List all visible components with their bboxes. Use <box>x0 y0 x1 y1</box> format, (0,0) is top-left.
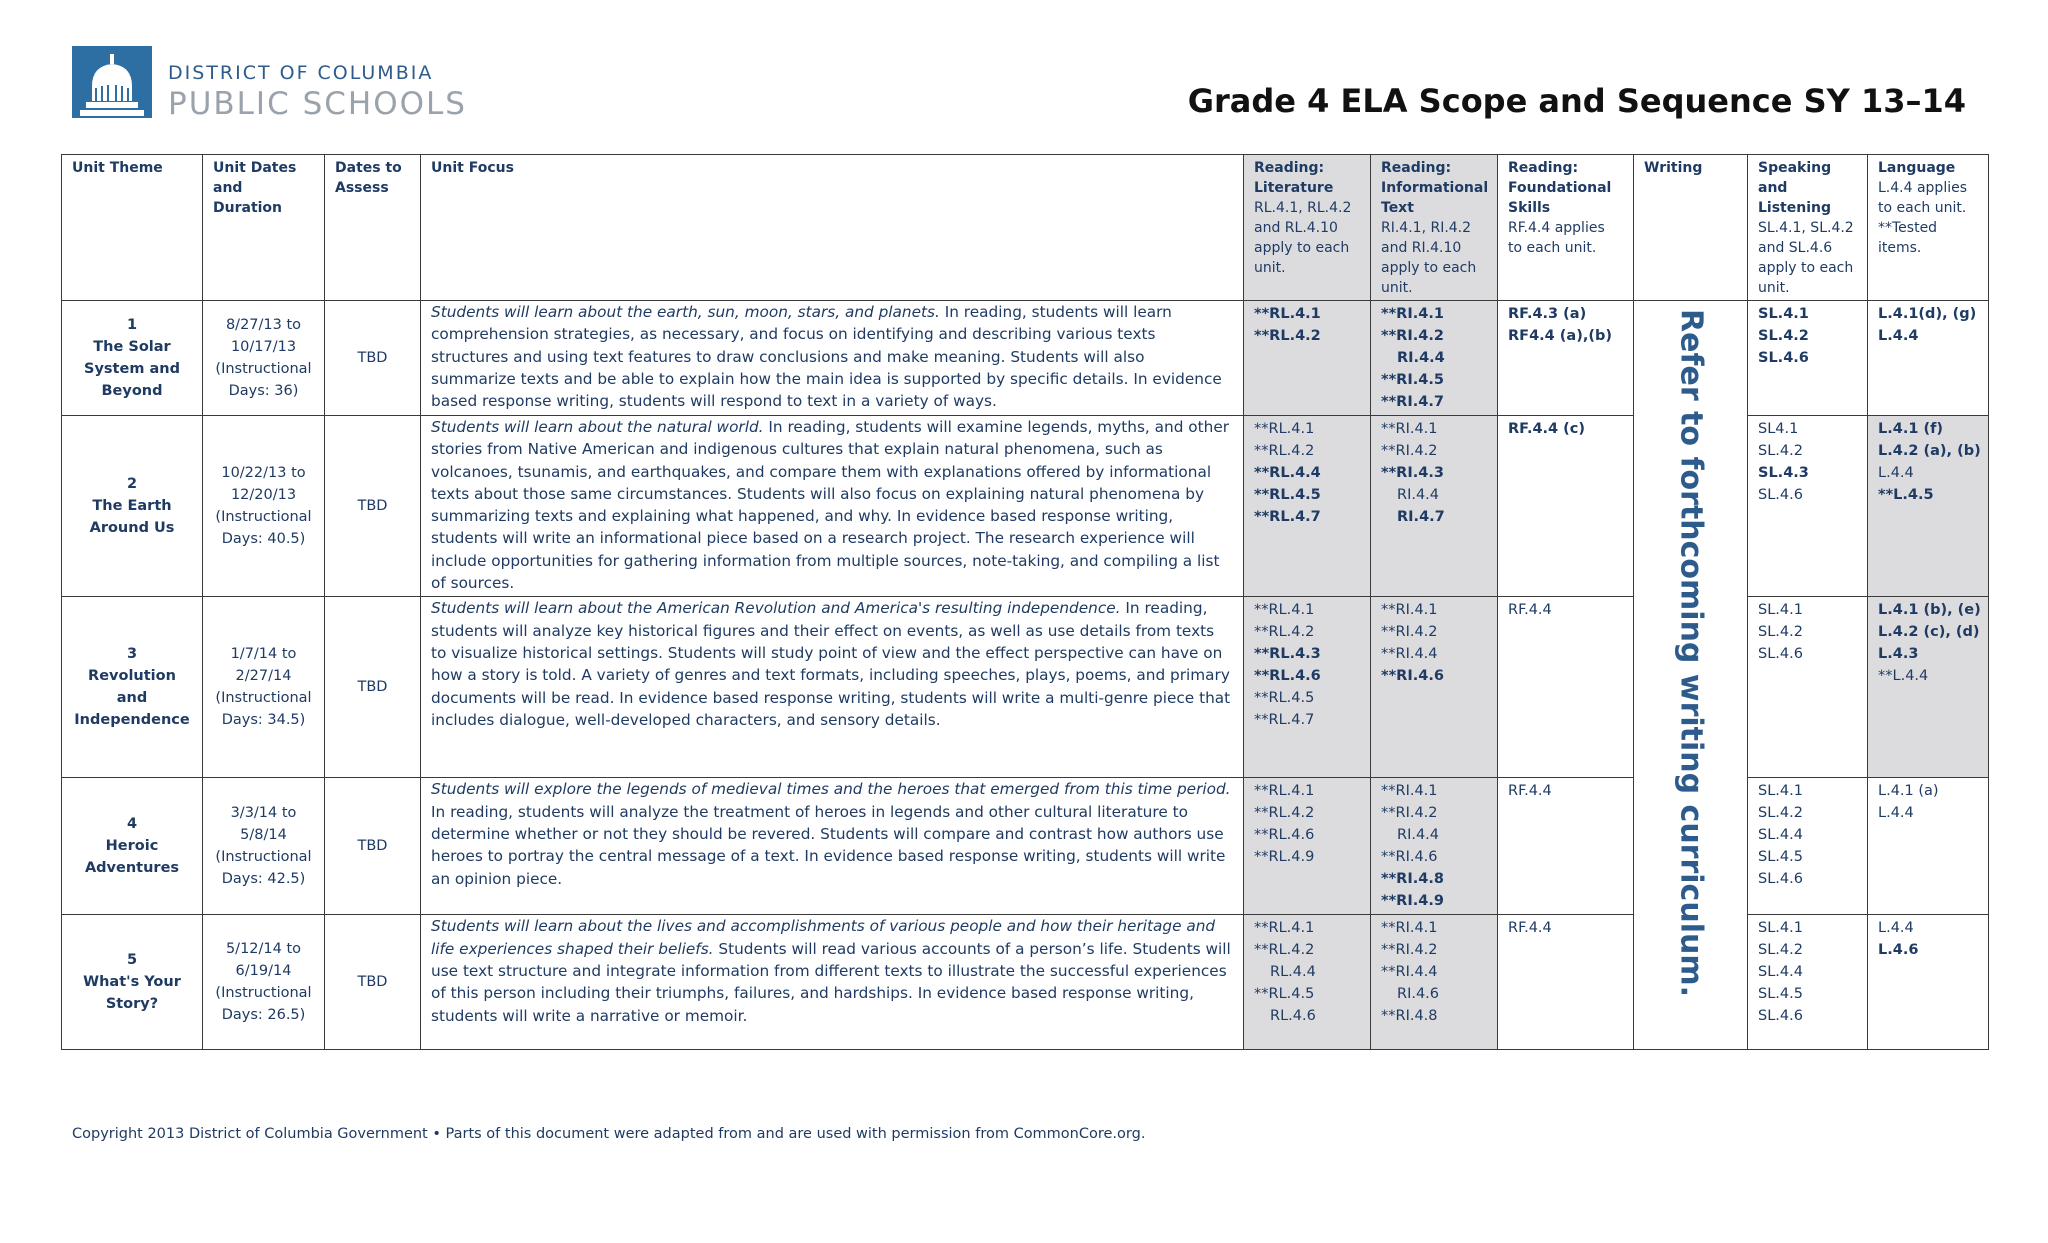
unit-focus-lead: Students will learn about the lives and accomplishments of various people and how their heritage and life experiences shaped their beliefs. <box>431 917 1216 958</box>
header-language-note: L.4.4 applies to each unit. **Tested items. <box>1878 180 1968 256</box>
capitol-dome-icon <box>72 46 152 118</box>
standard-code: **L.4.5 <box>1878 487 1934 503</box>
speaking-listening-standards <box>1748 301 1868 416</box>
header-reading-literature <box>1244 155 1371 301</box>
standard-code: L.4.1 (a) <box>1878 783 1939 800</box>
standard-code: **RI.4.7 <box>1381 394 1444 410</box>
standard-code: **RI.4.4 <box>1381 646 1438 663</box>
dates-to-assess: TBD <box>325 915 421 1050</box>
header-reading-informational-note: RI.4.1, RI.4.2 and RI.4.10 apply to each unit. <box>1381 220 1477 296</box>
header-unit-theme: Unit Theme <box>62 155 203 301</box>
header-reading-foundational-title: Reading: Foundational Skills <box>1508 160 1612 216</box>
unit-focus-body: In reading, students will learn comprehension strategies, as necessary, and focus on identifying and describing various texts structures and using text features to draw conclusions and make meaning. Students will also summarize texts and be able to explain how the main idea is supported by specific details. In evidence based response writing, students will respond to text in a variety of ways. <box>431 303 1222 411</box>
unit-theme-cell <box>62 416 203 597</box>
unit-dates: 3/3/14 to 5/8/14 (Instructional Days: 42.5) <box>203 778 325 915</box>
table-header-row <box>62 155 1989 301</box>
unit-focus <box>421 915 1244 1050</box>
dates-to-assess: TBD <box>325 778 421 915</box>
reading-foundational-standards <box>1498 778 1634 915</box>
standard-code: **RL.4.3 <box>1254 646 1321 663</box>
unit-focus <box>421 416 1244 597</box>
unit-theme: Revolution and Independence <box>74 668 190 729</box>
standard-code: RL.4.4 <box>1270 964 1316 981</box>
unit-focus-body: In reading, students will analyze key historical figures and their effect on events, as well as use details from texts to visualize historical settings. Students will study point of view and the effect perspective can have on how a story is told. A variety of genres and text formats, including speeches, plays, poems, and primary documents will be read. In evidence based response writing, students will write a multi-genre piece that includes dialogue, well-developed characters, and sensory details. <box>431 599 1231 729</box>
logo-line2: PUBLIC SCHOOLS <box>168 86 467 122</box>
reading-foundational-standards <box>1498 915 1634 1050</box>
standard-code: SL.4.5 <box>1758 986 1803 1003</box>
standard-code: RI.4.6 <box>1397 986 1440 1003</box>
standard-code: L.4.6 <box>1878 942 1919 959</box>
standard-code: L.4.4 <box>1878 805 1914 822</box>
standard-code: **RL.4.2 <box>1254 942 1315 959</box>
standard-code: L.4.4 <box>1878 465 1914 481</box>
standard-code: **RI.4.1 <box>1381 783 1438 800</box>
dcps-logo <box>72 46 492 122</box>
header-speaking-listening <box>1748 155 1868 301</box>
unit-focus <box>421 778 1244 915</box>
standard-code: SL.4.4 <box>1758 964 1803 981</box>
unit-dates: 8/27/13 to 10/17/13 (Instructional Days: 36) <box>203 301 325 416</box>
unit-theme: The Earth Around Us <box>89 498 175 537</box>
standard-code: RF.4.4 <box>1508 602 1552 619</box>
standard-code: **RI.4.6 <box>1381 849 1438 866</box>
scope-sequence-table <box>61 154 1989 1050</box>
unit-number: 3 <box>126 646 138 663</box>
standard-code: **RL.4.4 <box>1254 465 1321 481</box>
speaking-listening-standards <box>1748 778 1868 915</box>
reading-informational-standards <box>1371 597 1498 778</box>
standard-code: SL.4.5 <box>1758 849 1803 866</box>
standard-code: **RL.4.5 <box>1254 690 1315 707</box>
header-language <box>1868 155 1989 301</box>
standard-code: SL.4.6 <box>1758 487 1803 503</box>
unit-focus-lead: Students will learn about the natural world. <box>431 418 764 436</box>
speaking-listening-standards <box>1748 915 1868 1050</box>
language-standards <box>1868 301 1989 416</box>
standard-code: **RL.4.6 <box>1254 668 1321 685</box>
standard-code: **RI.4.2 <box>1381 443 1438 459</box>
standard-code: **RL.4.5 <box>1254 487 1321 503</box>
standard-code: **RL.4.2 <box>1254 443 1315 459</box>
reading-literature-standards <box>1244 778 1371 915</box>
unit-focus-lead: Students will explore the legends of medieval times and the heroes that emerged from this time period. <box>431 780 1231 799</box>
standard-code: RF.4.3 (a) <box>1508 306 1587 322</box>
dates-to-assess: TBD <box>325 416 421 597</box>
logo-line1: DISTRICT OF COLUMBIA <box>168 62 434 84</box>
standard-code: RI.4.4 <box>1397 827 1440 844</box>
header-reading-informational-title: Reading: Informational Text <box>1381 160 1489 216</box>
standard-code: L.4.1 (b), (e) <box>1878 602 1981 619</box>
unit-theme-cell <box>62 915 203 1050</box>
header-speaking-listening-note: SL.4.1, SL.4.2 and SL.4.6 apply to each unit. <box>1758 220 1854 296</box>
table-row <box>62 301 1989 416</box>
standard-code: **RI.4.1 <box>1381 920 1438 937</box>
reading-foundational-standards <box>1498 416 1634 597</box>
standard-code: RI.4.7 <box>1397 509 1445 525</box>
standard-code: SL.4.1 <box>1758 602 1803 619</box>
header-reading-literature-note: RL.4.1, RL.4.2 and RL.4.10 apply to each unit. <box>1254 200 1352 276</box>
page-title: Grade 4 ELA Scope and Sequence SY 13–14 <box>1187 82 1966 120</box>
reading-foundational-standards <box>1498 301 1634 416</box>
speaking-listening-standards <box>1748 416 1868 597</box>
header-reading-foundational-note: RF.4.4 applies to each unit. <box>1508 220 1605 256</box>
header-speaking-listening-title: Speaking and Listening <box>1758 160 1832 216</box>
standard-code: **RL.4.2 <box>1254 328 1321 344</box>
unit-focus-body: In reading, students will examine legends, myths, and other stories from Native American and indigenous cultures that explain natural phenomena, such as volcanoes, tsunamis, and earthquakes, and compare them with explanations offered by informational texts about those same circumstances. Students will also focus on explaining natural phenomena by summarizing texts and explaining what happened, and why. In evidence based response writing, students will write an informational piece based on a research project. The research experience will include opportunities for gathering information from multiple sources, note-taking, and compiling a list of sources. <box>431 418 1230 593</box>
unit-focus-body: In reading, students will analyze the treatment of heroes in legends and other cultural literature to determine whether or not they should be revered. Students will compare and contrast how authors use heroes to portray the central message of a text. In evidence based response writing, students will write an opinion piece. <box>431 802 1226 888</box>
speaking-listening-standards <box>1748 597 1868 778</box>
header-reading-literature-title: Reading: Literature <box>1254 160 1334 196</box>
standard-code: SL.4.2 <box>1758 328 1809 344</box>
standard-code: RF.4.4 (c) <box>1508 421 1586 437</box>
unit-theme-cell <box>62 778 203 915</box>
dates-to-assess: TBD <box>325 301 421 416</box>
unit-focus-lead: Students will learn about the earth, sun, moon, stars, and planets. <box>431 303 940 321</box>
standard-code: SL.4.6 <box>1758 350 1809 366</box>
reading-informational-standards <box>1371 301 1498 416</box>
standard-code: SL.4.2 <box>1758 443 1803 459</box>
unit-theme: The Solar System and Beyond <box>84 339 180 399</box>
standard-code: **RI.4.2 <box>1381 942 1438 959</box>
standard-code: **RL.4.1 <box>1254 421 1315 437</box>
language-standards <box>1868 597 1989 778</box>
standard-code: SL4.1 <box>1758 421 1799 437</box>
writing-cell <box>1634 301 1748 1050</box>
reading-literature-standards <box>1244 915 1371 1050</box>
reading-foundational-standards <box>1498 597 1634 778</box>
standard-code: **RL.4.7 <box>1254 509 1321 525</box>
standard-code: L.4.2 (c), (d) <box>1878 624 1980 641</box>
standard-code: SL.4.6 <box>1758 871 1803 888</box>
reading-informational-standards <box>1371 416 1498 597</box>
standard-code: **RI.4.2 <box>1381 805 1438 822</box>
standard-code: **RL.4.5 <box>1254 986 1315 1003</box>
unit-theme-cell <box>62 301 203 416</box>
writing-note: Refer to forthcoming writing curriculum. <box>1673 309 1709 997</box>
standard-code: L.4.1 (f) <box>1878 421 1944 437</box>
reading-informational-standards <box>1371 778 1498 915</box>
standard-code: RF.4.4 <box>1508 783 1552 800</box>
standard-code: **RI.4.2 <box>1381 624 1438 641</box>
standard-code: SL.4.2 <box>1758 624 1803 641</box>
reading-literature-standards <box>1244 301 1371 416</box>
header-unit-dates: Unit Dates and Duration <box>203 155 325 301</box>
standard-code: RF4.4 (a),(b) <box>1508 328 1612 344</box>
standard-code: **RI.4.4 <box>1381 964 1438 981</box>
standard-code: L.4.2 (a), (b) <box>1878 443 1981 459</box>
standard-code: RL.4.6 <box>1270 1008 1316 1025</box>
standard-code: SL.4.6 <box>1758 1008 1803 1025</box>
unit-theme: What's Your Story? <box>83 974 181 1013</box>
standard-code: RI.4.4 <box>1397 487 1440 503</box>
unit-dates: 10/22/13 to 12/20/13 (Instructional Days: 40.5) <box>203 416 325 597</box>
language-standards <box>1868 915 1989 1050</box>
standard-code: **RL.4.2 <box>1254 805 1315 822</box>
standard-code: SL.4.1 <box>1758 306 1809 322</box>
unit-number: 4 <box>126 816 138 833</box>
standard-code: RI.4.4 <box>1397 350 1445 366</box>
unit-theme: Heroic Adventures <box>84 838 180 877</box>
standard-code: SL.4.6 <box>1758 646 1803 663</box>
reading-informational-standards <box>1371 915 1498 1050</box>
header-language-title: Language <box>1878 160 1956 176</box>
standard-code: SL.4.1 <box>1758 783 1803 800</box>
standard-code: **RI.4.1 <box>1381 602 1438 619</box>
unit-number: 2 <box>126 476 138 493</box>
reading-literature-standards <box>1244 416 1371 597</box>
standard-code: RF.4.4 <box>1508 920 1552 937</box>
header-unit-focus: Unit Focus <box>421 155 1244 301</box>
standard-code: SL.4.2 <box>1758 805 1803 822</box>
header-writing: Writing <box>1634 155 1748 301</box>
standard-code: **RI.4.6 <box>1381 668 1444 685</box>
unit-dates: 5/12/14 to 6/19/14 (Instructional Days: 26.5) <box>203 915 325 1050</box>
unit-theme-cell <box>62 597 203 778</box>
header-dates-assess: Dates to Assess <box>325 155 421 301</box>
standard-code: SL.4.2 <box>1758 942 1803 959</box>
unit-focus-body: Students will read various accounts of a person’s life. Students will use text structure and integrate information from different texts to illustrate the successful experiences of this person including their triumphs, failures, and hardships. In evidence based response writing, students will write a narrative or memoir. <box>431 939 1231 1025</box>
unit-number: 1 <box>126 317 138 333</box>
standard-code: **RI.4.8 <box>1381 1008 1438 1025</box>
standard-code: **RL.4.1 <box>1254 602 1315 619</box>
standard-code: **RL.4.1 <box>1254 306 1321 322</box>
unit-focus <box>421 301 1244 416</box>
standard-code: SL.4.1 <box>1758 920 1803 937</box>
standard-code: **RL.4.7 <box>1254 712 1315 729</box>
standard-code: L.4.1(d), (g) <box>1878 306 1977 322</box>
standard-code: **RI.4.3 <box>1381 465 1444 481</box>
header-reading-informational <box>1371 155 1498 301</box>
standard-code: **RL.4.6 <box>1254 827 1315 844</box>
standard-code: SL.4.3 <box>1758 465 1809 481</box>
language-standards <box>1868 416 1989 597</box>
unit-number: 5 <box>126 952 138 969</box>
copyright-footer: Copyright 2013 District of Columbia Government • Parts of this document were adapted from and are used with permission from CommonCore.org. <box>72 1126 1146 1142</box>
standard-code: **RL.4.2 <box>1254 624 1315 641</box>
header-reading-foundational <box>1498 155 1634 301</box>
standard-code: **RI.4.9 <box>1381 893 1444 910</box>
standard-code: **RI.4.2 <box>1381 328 1444 344</box>
dates-to-assess: TBD <box>325 597 421 778</box>
standard-code: **L.4.4 <box>1878 668 1929 685</box>
reading-literature-standards <box>1244 597 1371 778</box>
unit-dates: 1/7/14 to 2/27/14 (Instructional Days: 34.5) <box>203 597 325 778</box>
standard-code: **RI.4.5 <box>1381 372 1444 388</box>
standard-code: **RI.4.8 <box>1381 871 1444 888</box>
standard-code: **RL.4.9 <box>1254 849 1315 866</box>
language-standards <box>1868 778 1989 915</box>
standard-code: **RL.4.1 <box>1254 783 1315 800</box>
unit-focus <box>421 597 1244 778</box>
standard-code: L.4.3 <box>1878 646 1919 663</box>
standard-code: **RL.4.1 <box>1254 920 1315 937</box>
unit-focus-lead: Students will learn about the American Revolution and America's resulting independence. <box>431 599 1121 618</box>
standard-code: **RI.4.1 <box>1381 421 1438 437</box>
standard-code: **RI.4.1 <box>1381 306 1444 322</box>
standard-code: SL.4.4 <box>1758 827 1803 844</box>
standard-code: L.4.4 <box>1878 328 1919 344</box>
standard-code: L.4.4 <box>1878 920 1914 937</box>
